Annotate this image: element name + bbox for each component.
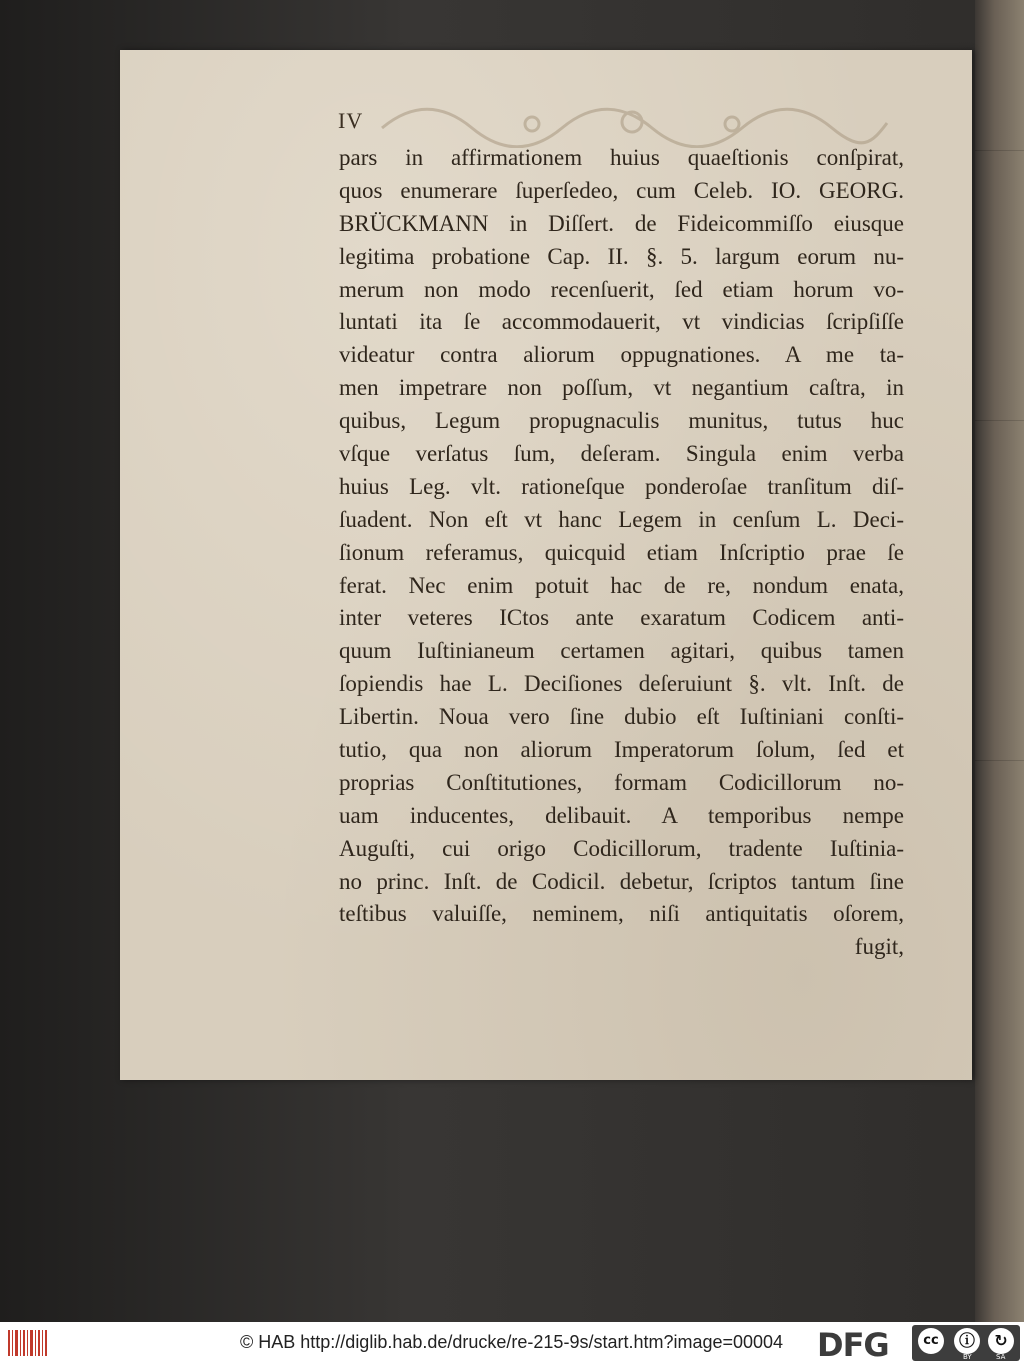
text-line: inter veteres ICtos ante exaratum Codicem anti- [339, 605, 904, 631]
text-line: tutio, qua non aliorum Imperatorum ſolum, ſed et [339, 737, 904, 763]
sa-label: SA [996, 1353, 1006, 1361]
show-through-ornament [372, 98, 892, 148]
text-line: proprias Conſtitutiones, formam Codicillorum no- [339, 769, 904, 795]
text-line: luntati ita ſe accommodauerit, vt vindicias ſcripſiſſe [339, 309, 904, 335]
text-line: uam inducentes, delibauit. A temporibus nempe [339, 802, 904, 828]
text-line: Libertin. Noua vero ſine dubio eſt Iuſtiniani conſti- [339, 704, 904, 730]
text-line: men impetrare non poſſum, vt negantium caſtra, in [339, 375, 904, 401]
text-line: quum Iuſtinianeum certamen agitari, quibus tamen [339, 638, 904, 664]
text-line: huius Leg. vlt. rationeſque ponderoſae tranſitum diſ- [339, 473, 904, 499]
by-icon: ⓘ [954, 1328, 980, 1354]
text-line: no princ. Inſt. de Codicil. debetur, ſcriptos tantum ſine [339, 868, 904, 894]
page-number: IV [338, 108, 364, 133]
dfg-logo: DFG [817, 1326, 889, 1364]
text-line: ſuadent. Non eſt vt hanc Legem in cenſum L. Deci- [339, 506, 904, 532]
text-line: ferat. Nec enim potuit hac de re, nondum enata, [339, 572, 904, 598]
text-line: ſionum referamus, quicquid etiam Inſcriptio prae ſe [339, 539, 904, 565]
text-line: vſque verſatus ſum, deſeram. Singula enim verba [339, 441, 904, 467]
barcode-icon [8, 1330, 48, 1356]
text-line: legitima probatione Cap. II. §. 5. largum eorum nu- [339, 243, 904, 269]
catchword: fugit, [854, 934, 904, 960]
text-line: BRÜCKMANN in Diſſert. de Fideicommiſſo eiusque [339, 210, 904, 236]
text-line: merum non modo recenſuerit, ſed etiam horum vo- [339, 276, 904, 302]
text-line: videatur contra aliorum oppugnationes. A me ta- [339, 342, 904, 368]
text-line: teſtibus valuiſſe, neminem, niſi antiquitatis oſorem, [339, 901, 904, 927]
text-line: ſopiendis hae L. Deciſiones deſeruiunt §. vlt. Inſt. de [339, 671, 904, 697]
permalink-link[interactable]: © HAB http://diglib.hab.de/drucke/re-215-9s/start.htm?image=00004 [240, 1332, 784, 1352]
cc-license-icon[interactable] [912, 1325, 1020, 1361]
by-label: BY [963, 1353, 972, 1361]
body-text [339, 142, 904, 964]
adjacent-page-edge [975, 0, 1024, 1322]
text-line: Auguſti, cui origo Codicillorum, tradente Iuſtinia- [339, 835, 904, 861]
footer-bar [0, 1322, 1024, 1364]
text-line: quibus, Legum propugnaculis munitus, tutus huc [339, 408, 904, 434]
text-line: quos enumerare ſuperſedeo, cum Celeb. IO. GEORG. [339, 177, 904, 203]
cc-icon: cc [918, 1328, 944, 1354]
text-line: pars in affirmationem huius quaeſtionis conſpirat, [339, 145, 904, 170]
share-alike-icon: ↻ [988, 1328, 1014, 1354]
